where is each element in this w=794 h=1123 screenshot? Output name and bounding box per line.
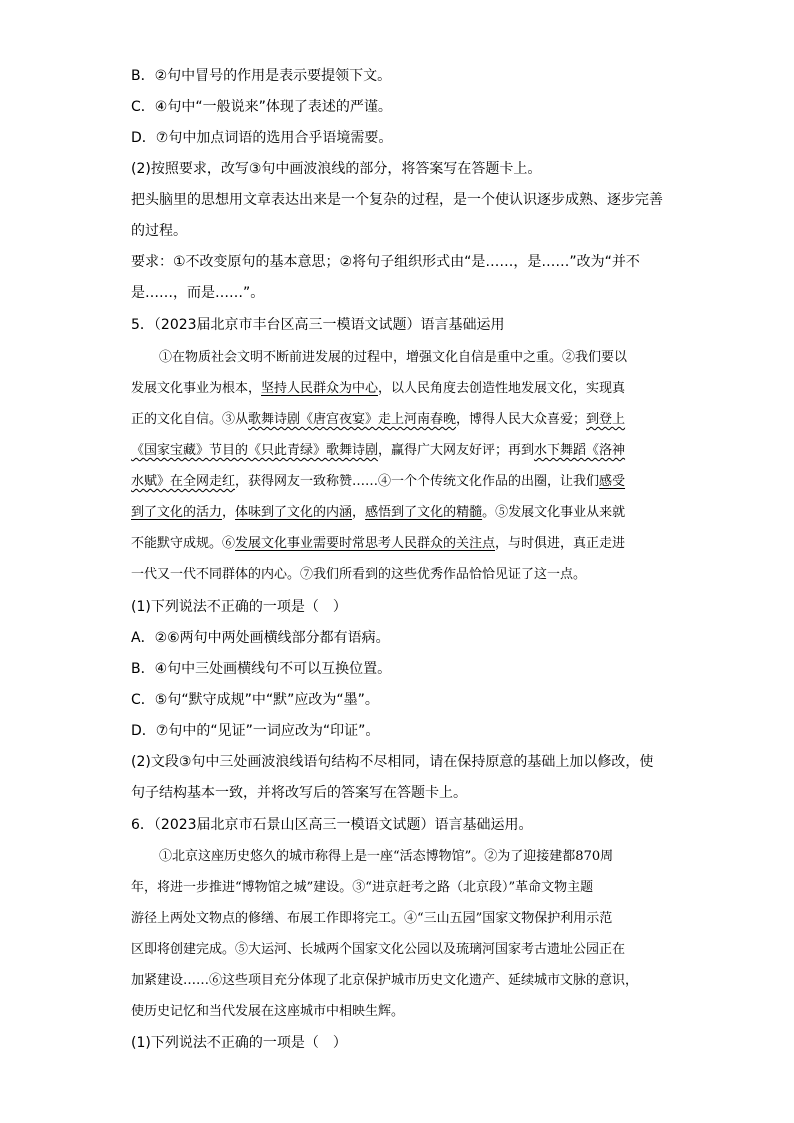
q4-option-b: B．②句中冒号的作用是表示要提领下文。	[131, 68, 392, 84]
q5-passage-line-2	[131, 379, 625, 399]
q5-passage-line-6	[131, 503, 625, 523]
q4-requirement-line-2: 是……，而是……”。	[131, 285, 265, 301]
q5-passage-line-7	[131, 534, 625, 554]
q5-passage-text: ，与时俱进，真正走进	[495, 536, 626, 551]
q6-passage-line-3: 游径上两处文物点的修缮、布展工作即将完工。④“三山五园”国家文物保护利用示范	[131, 911, 613, 926]
q5-passage-line-1	[159, 348, 627, 368]
q5-sub-question-1: (1)下列说法不正确的一项是（ ）	[131, 599, 347, 615]
q5-heading: 5．（2023届北京市丰台区高三一模语文试题）语言基础运用	[131, 317, 505, 333]
q5-underlined-phrase: 体味到了文化的内涵	[235, 505, 353, 520]
q5-passage-text: ，以人民角度去创造性地发展文化，实现真	[378, 381, 626, 396]
q6-passage-line-5: 加紧建设……⑥这些项目充分体现了北京保护城市历史文化遗产、延续城市文脉的意识，	[131, 973, 639, 988]
q4-sub-question-2: (2)按照要求，改写③句中画波浪线的部分，将答案写在答题卡上。	[131, 161, 542, 177]
q6-passage-line-1: ①北京这座历史悠久的城市称得上是一座“活态博物馆”。②为了迎接建都870周	[159, 849, 614, 864]
q5-passage-text: ，获得网友一致称赞……④一个个传统文化作品的出圈，让我们	[235, 474, 600, 489]
q5-passage-text: 不能默守成规。⑥	[131, 536, 236, 551]
q5-passage-text: 发展文化事业为根本，	[131, 381, 262, 396]
q5-underlined-phrase: 感受	[599, 474, 626, 489]
q5-passage-text: 。⑤发展文化事业从来就	[482, 505, 626, 520]
q5-wavy-phrase: 歌舞诗剧《唐宫夜宴》走上河南春晚	[248, 412, 457, 427]
q5-passage-text: ，博得人民大众喜爱；	[456, 412, 587, 427]
q5-option-a: A．②⑥两句中两处画横线部分都有语病。	[131, 630, 390, 646]
q5-passage-text: 正的文化自信。③从	[131, 412, 249, 427]
q6-sub-question-1: (1)下列说法不正确的一项是（ ）	[131, 1035, 347, 1051]
q5-wavy-phrase: 到登上	[586, 412, 626, 427]
q6-passage-line-4: 区即将创建完成。⑤大运河、长城两个国家文化公园以及琉璃河国家考古遗址公园正在	[131, 942, 626, 957]
q4-wavy-sentence-line-2: 的过程。	[131, 223, 187, 239]
q5-passage-text: ，	[222, 505, 236, 520]
q5-passage-line-4	[131, 441, 625, 461]
q6-heading: 6．（2023届北京市石景山区高三一模语文试题）语言基础运用。	[131, 817, 533, 833]
q6-passage-line-6: 使历史记忆和当代发展在这座城市中相映生辉。	[131, 1004, 405, 1019]
q5-passage-line-8: 一代又一代不同群体的内心。⑦我们所看到的这些优秀作品恰恰见证了这一点。	[131, 567, 587, 582]
q6-passage-line-2: 年，将进一步推进“博物馆之城”建设。③“进京赶考之路（北京段）”革命文物主题	[131, 880, 594, 895]
q5-wavy-phrase: 《国家宝藏》节目的《只此青绿》歌舞诗剧	[131, 443, 379, 458]
q5-passage-line-3	[131, 410, 625, 430]
q5-wavy-phrase: 水赋》在全网走红	[131, 474, 236, 489]
q5-sub-question-2-line-1: (2)文段③句中三处画波浪线语句结构不尽相同，请在保持原意的基础上加以修改，使	[131, 754, 654, 770]
q4-option-d: D．⑦句中加点词语的选用合乎语境需要。	[131, 130, 393, 146]
q5-underlined-phrase: 感悟到了文化的精髓	[365, 505, 483, 520]
q5-underlined-phrase: 坚持人民群众为中心	[261, 381, 379, 396]
q4-wavy-sentence-line-1: 把头脑里的思想用文章表达出来是一个复杂的过程，是一个使认识逐步成熟、逐步完善	[131, 192, 663, 208]
q5-passage-text: ，赢得广大网友好评；再到	[378, 443, 535, 458]
q5-wavy-phrase: 水下舞蹈《洛神	[534, 443, 626, 458]
q5-sub-question-2-line-2: 句子结构基本一致，并将改写后的答案写在答题卡上。	[131, 785, 467, 801]
q5-passage-text: ①在物质社会文明不断前进发展的过程中，增强文化自信是重中之重。②我们要以	[159, 350, 628, 365]
q5-underlined-phrase: 到了文化的活力	[131, 505, 223, 520]
q5-passage-text: ，	[352, 505, 366, 520]
q4-requirement-line-1: 要求：①不改变原句的基本意思；②将句子组织形式由“是……，是……”改为“并不	[131, 254, 640, 270]
q5-option-d: D．⑦句中的“见证”一词应改为“印证”。	[131, 723, 380, 739]
q5-passage-line-5	[131, 472, 625, 492]
q4-option-c: C．④句中“一般说来”体现了表述的严谨。	[131, 99, 392, 115]
q5-option-c: C．⑤句“默守成规”中“默”应改为“墨”。	[131, 692, 379, 708]
q5-underlined-phrase: 发展文化事业需要时常思考人民群众的关注点	[235, 536, 496, 551]
q5-option-b: B．④句中三处画横线句不可以互换位置。	[131, 661, 392, 677]
